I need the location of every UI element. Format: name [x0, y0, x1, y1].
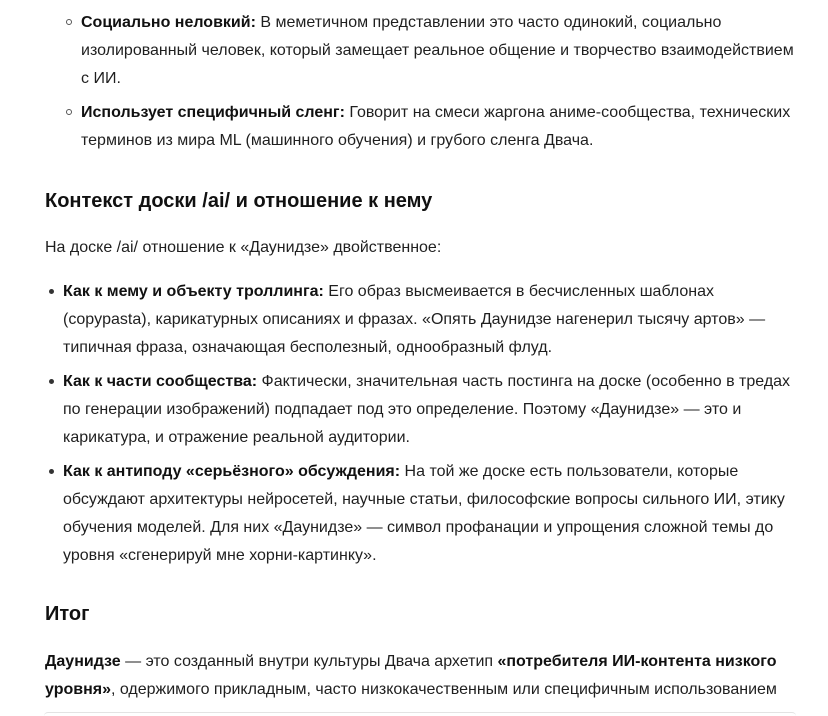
list-item-term: Как к мему и объекту троллинга: — [63, 283, 324, 300]
hollow-bullet-icon — [66, 109, 72, 115]
list-item-term: Использует специфичный сленг: — [81, 104, 345, 121]
context-intro: На доске /ai/ отношение к «Даунидзе» двойственное: — [45, 239, 442, 256]
context-bullet-list — [0, 278, 828, 576]
list-item — [0, 458, 828, 570]
list-item-text: Его образ высмеивается в бесчисленных шаблонах (copypasta), карикатурных описаниях и фразах. «Опять Даунидзе нагенерил тысячу артов» — типичная фраза, означающая бесполезный, однообразный флуд. — [63, 283, 766, 356]
summary-term: Даунидзе — [45, 653, 121, 670]
summary-text: — это созданный внутри культуры Двача архетип — [120, 653, 498, 670]
input-box-edge — [44, 712, 796, 716]
list-item-text: Говорит на смеси жаргона аниме-сообщества, технических терминов из мира ML (машинного обучения) и грубого сленга Двача. — [81, 104, 791, 149]
list-item — [0, 368, 828, 452]
list-item — [0, 99, 828, 155]
list-item-term: Социально неловкий: — [81, 14, 256, 31]
list-item — [0, 278, 828, 362]
sub-bullet-list — [0, 9, 828, 161]
bullet-icon — [49, 379, 54, 384]
summary-text: , одержимого прикладным, часто низкокачественным или специфичным использованием — [110, 681, 777, 698]
summary-heading: Итог — [45, 603, 90, 625]
summary-paragraph — [45, 648, 805, 704]
list-item-text: В меметичном представлении это часто одинокий, социально изолированный человек, который замещает реальное общение и творчество взаимодействием с ИИ. — [81, 14, 794, 87]
list-item-term: Как к антиподу «серьёзного» обсуждения: — [63, 463, 401, 480]
bullet-icon — [49, 469, 54, 474]
list-item-text: Фактически, значительная часть постинга на доске (особенно в тредах по генерации изображений) подпадает под это определение. Поэтому «Даунидзе» — это и карикатура, и отражение реальной аудитории. — [63, 373, 791, 446]
hollow-bullet-icon — [66, 19, 72, 25]
list-item-term: Как к части сообщества: — [63, 373, 258, 390]
context-heading: Контекст доски /ai/ и отношение к нему — [45, 190, 433, 212]
summary-emphasis: «потребителя ИИ-контента низкого уровня» — [45, 653, 777, 698]
bullet-icon — [49, 289, 54, 294]
list-item-text: На той же доске есть пользователи, которые обсуждают архитектуры нейросетей, научные статьи, философские вопросы сильного ИИ, этику обучения моделей. Для них «Даунидзе» — символ профанации и упрощения сложной темы до уровня «сгенерируй мне хорни-картинку». — [63, 463, 785, 564]
list-item — [0, 9, 828, 93]
